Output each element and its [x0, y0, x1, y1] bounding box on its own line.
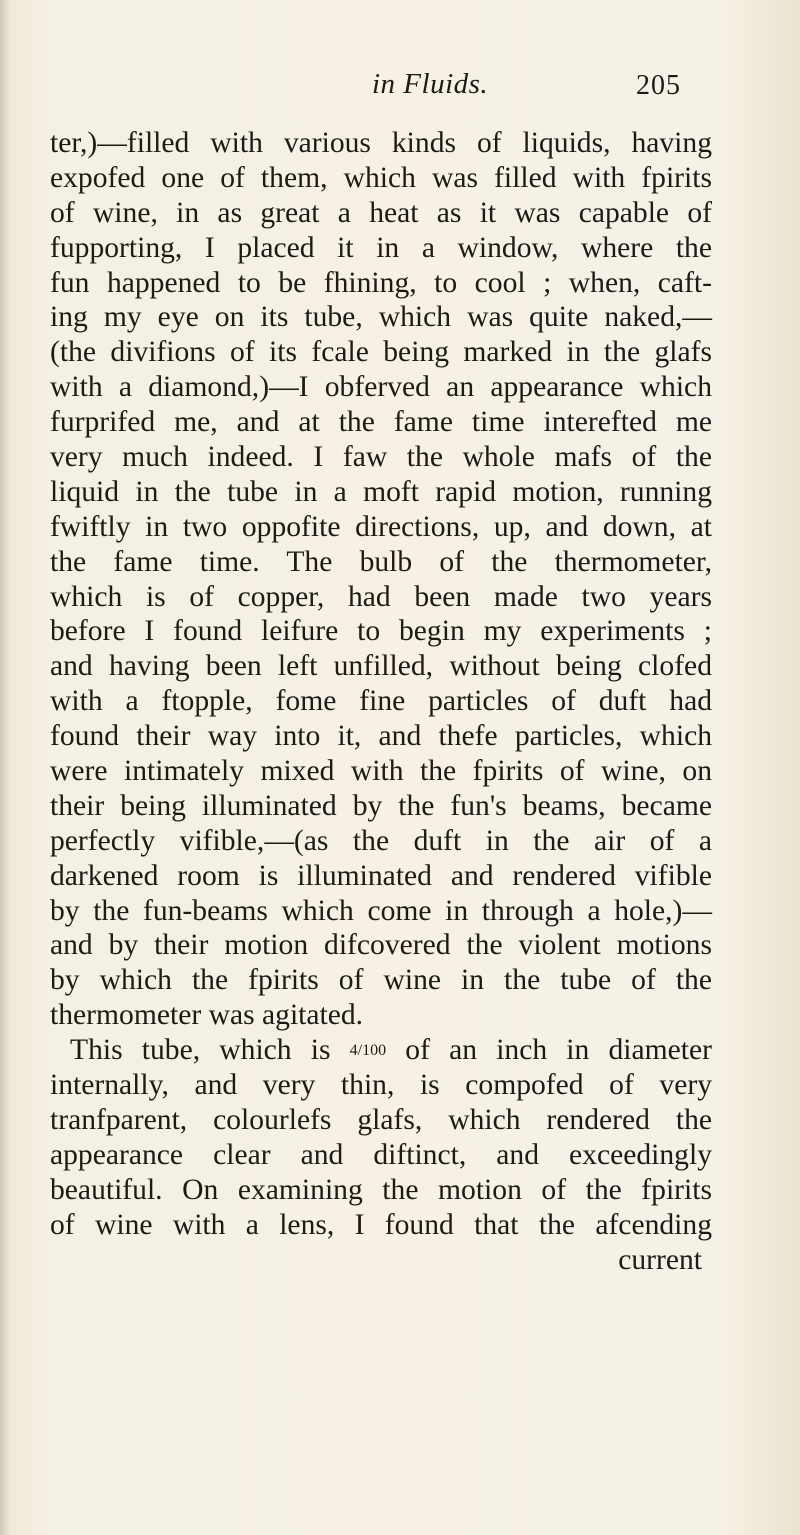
- text-line: expofed one of them, which was filled with fpirits: [50, 161, 712, 194]
- text-line: fupporting, I placed it in a window, where the: [50, 231, 712, 264]
- text-line: before I found leifure to begin my experiments ;: [50, 615, 712, 648]
- text-line: with a diamond,)—I obferved an appearance which: [50, 371, 712, 404]
- text-line: perfectly vifible,—(as the duft in the air of a: [50, 824, 712, 857]
- text-line: darkened room is illuminated and rendered vifible: [50, 859, 712, 892]
- text-line: liquid in the tube in a moft rapid motion, running: [50, 475, 712, 508]
- text-line: and by their motion difcovered the violent motions: [50, 929, 712, 962]
- text-line: (the divifions of its fcale being marked in the glafs: [50, 336, 712, 369]
- text-line: ing my eye on its tube, which was quite naked,—: [50, 301, 712, 334]
- text-line: of wine with a lens, I found that the afcending: [50, 1208, 712, 1241]
- text-line: and having been left unfilled, without being clofed: [50, 650, 712, 683]
- gutter-shadow: [0, 0, 10, 1535]
- running-head-title: in Fluids.: [372, 68, 489, 100]
- text-line: internally, and very thin, is compofed of very: [50, 1069, 712, 1102]
- catchword: current: [618, 1243, 702, 1276]
- text-line: which is of copper, had been made two years: [50, 580, 712, 613]
- text-line: by which the fpirits of wine in the tube of the: [50, 964, 712, 997]
- text-line: fun happened to be fhining, to cool ; when, caft-: [50, 266, 712, 299]
- page-number: 205: [636, 70, 681, 101]
- text-line: appearance clear and diftinct, and exceedingly: [50, 1138, 712, 1171]
- text-line: furprifed me, and at the fame time interefted me: [50, 406, 712, 439]
- text-line: with a ftopple, fome fine particles of duft had: [50, 685, 712, 718]
- text-line: ter,)—filled with various kinds of liquids, having: [50, 127, 712, 159]
- text-line: of wine, in as great a heat as it was capable of: [50, 196, 712, 229]
- running-head: [0, 68, 800, 108]
- text-fragment: of an inch in diameter: [405, 1034, 712, 1067]
- paragraph-first-line: [50, 1033, 712, 1068]
- text-line: their being illuminated by the fun's beams, became: [50, 789, 712, 822]
- fraction: 4/100: [349, 1042, 387, 1060]
- text-fragment: This tube, which is: [70, 1034, 331, 1067]
- text-line: beautiful. On examining the motion of the fpirits: [50, 1173, 712, 1206]
- text-line: the fame time. The bulb of the thermometer,: [50, 545, 712, 578]
- text-line: by the fun-beams which come in through a hole,)—: [50, 894, 712, 927]
- text-line: were intimately mixed with the fpirits of wine, on: [50, 755, 712, 788]
- text-line: fwiftly in two oppofite directions, up, and down, at: [50, 510, 712, 543]
- text-line: very much indeed. I faw the whole mafs of the: [50, 441, 712, 474]
- text-line: found their way into it, and thefe particles, which: [50, 720, 712, 753]
- text-line: thermometer was agitated.: [50, 999, 364, 1032]
- text-line: tranfparent, colourlefs glafs, which rendered the: [50, 1103, 712, 1136]
- body-text: [50, 126, 712, 1277]
